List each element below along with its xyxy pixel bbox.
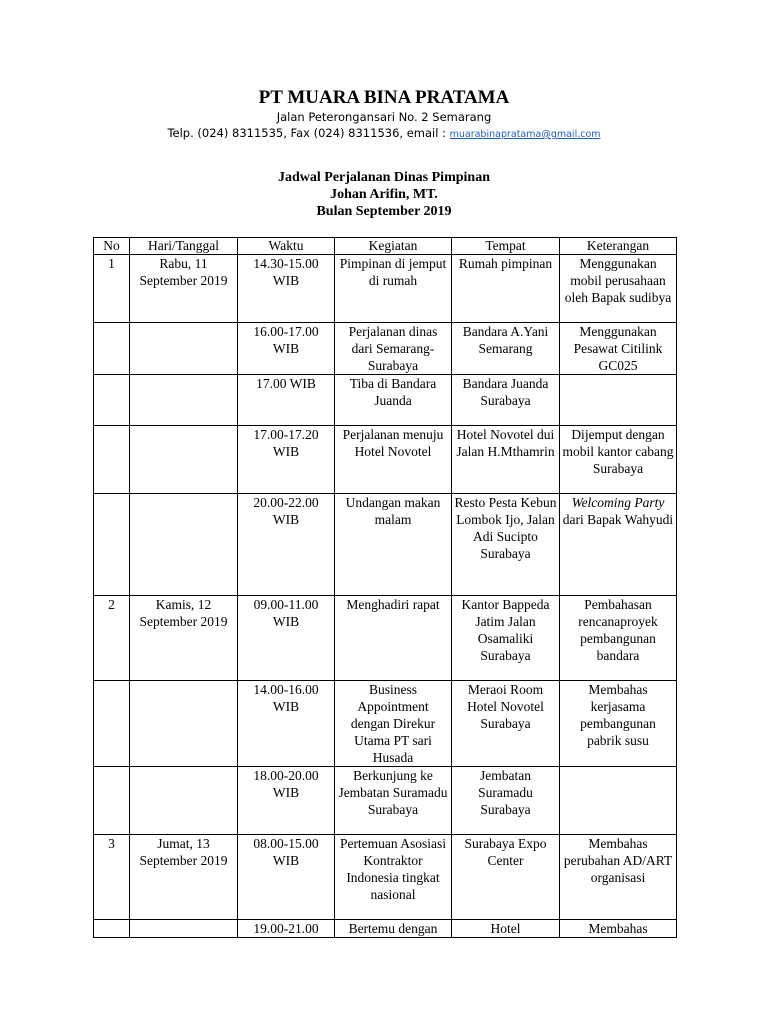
cell-no xyxy=(94,494,130,596)
cell-activity: Berkunjung ke Jembatan Suramadu Surabaya xyxy=(335,767,452,835)
document-period: Bulan September 2019 xyxy=(316,204,452,219)
cell-no xyxy=(94,767,130,835)
email-link[interactable]: muarabinapratama@gmail.com xyxy=(449,129,601,140)
cell-day xyxy=(130,426,238,494)
cell-note xyxy=(560,767,677,835)
cell-day: Rabu, 11 September 2019 xyxy=(130,255,238,323)
cell-day: Kamis, 12 September 2019 xyxy=(130,596,238,681)
cell-place: Jembatan Suramadu Surabaya xyxy=(452,767,560,835)
cell-no xyxy=(94,375,130,426)
cell-time: 08.00-15.00 WIB xyxy=(238,835,335,920)
cell-no: 3 xyxy=(94,835,130,920)
cell-no xyxy=(94,920,130,938)
cell-activity: Pimpinan di jemput di rumah xyxy=(335,255,452,323)
cell-time: 16.00-17.00 WIB xyxy=(238,323,335,375)
document-person: Johan Arifin, MT. xyxy=(330,187,438,202)
company-address: Jalan Peterongansari No. 2 Semarang xyxy=(276,110,492,124)
company-contact xyxy=(0,126,768,140)
cell-time: 17.00 WIB xyxy=(238,375,335,426)
cell-place: Rumah pimpinan xyxy=(452,255,560,323)
cell-activity: Business Appointment dengan Direkur Utama PT sari Husada xyxy=(335,681,452,767)
table-header-row xyxy=(94,238,677,255)
cell-time: 09.00-11.00 WIB xyxy=(238,596,335,681)
cell-no xyxy=(94,426,130,494)
cell-time: 20.00-22.00 WIB xyxy=(238,494,335,596)
cell-note xyxy=(560,375,677,426)
company-name: PT MUARA BINA PRATAMA xyxy=(258,87,510,108)
schedule-table xyxy=(93,237,677,938)
cell-activity: Pertemuan Asosiasi Kontraktor Indonesia tingkat nasional xyxy=(335,835,452,920)
contact-phone-fax: Telp. (024) 8311535, Fax (024) 8311536, email : xyxy=(167,126,450,140)
cell-place: Resto Pesta Kebun Lombok Ijo, Jalan Adi Sucipto Surabaya xyxy=(452,494,560,596)
cell-note: Dijemput dengan mobil kantor cabang Surabaya xyxy=(560,426,677,494)
header-note: Keterangan xyxy=(560,238,677,255)
note-italic-text: Welcoming Party xyxy=(571,495,665,510)
cell-day xyxy=(130,767,238,835)
table-row xyxy=(94,767,677,835)
cell-place: Bandara A.Yani Semarang xyxy=(452,323,560,375)
cell-activity: Undangan makan malam xyxy=(335,494,452,596)
cell-time: 19.00-21.00 xyxy=(238,920,335,938)
cell-activity: Bertemu dengan xyxy=(335,920,452,938)
cell-day xyxy=(130,920,238,938)
cell-note: Membahas kerjasama pembangunan pabrik susu xyxy=(560,681,677,767)
cell-no xyxy=(94,681,130,767)
cell-time: 14.00-16.00 WIB xyxy=(238,681,335,767)
header-activity: Kegiatan xyxy=(335,238,452,255)
cell-day: Jumat, 13 September 2019 xyxy=(130,835,238,920)
cell-place: Kantor Bappeda Jatim Jalan Osamaliki Surabaya xyxy=(452,596,560,681)
cell-activity: Tiba di Bandara Juanda xyxy=(335,375,452,426)
header-time: Waktu xyxy=(238,238,335,255)
cell-place: Meraoi Room Hotel Novotel Surabaya xyxy=(452,681,560,767)
cell-note xyxy=(560,494,677,596)
cell-day xyxy=(130,375,238,426)
cell-no xyxy=(94,323,130,375)
cell-activity: Perjalanan dinas dari Semarang-Surabaya xyxy=(335,323,452,375)
cell-time: 17.00-17.20 WIB xyxy=(238,426,335,494)
table-row xyxy=(94,255,677,323)
cell-note: Menggunakan mobil perusahaan oleh Bapak sudibya xyxy=(560,255,677,323)
cell-time: 18.00-20.00 WIB xyxy=(238,767,335,835)
document-title-block xyxy=(0,169,768,220)
table-row xyxy=(94,323,677,375)
cell-day xyxy=(130,681,238,767)
note-text: dari Bapak Wahyudi xyxy=(562,512,674,527)
cell-place: Hotel xyxy=(452,920,560,938)
table-row xyxy=(94,835,677,920)
header-day: Hari/Tanggal xyxy=(130,238,238,255)
table-row xyxy=(94,920,677,938)
table-row xyxy=(94,426,677,494)
table-row xyxy=(94,494,677,596)
header-no: No xyxy=(94,238,130,255)
cell-no: 1 xyxy=(94,255,130,323)
table-row xyxy=(94,681,677,767)
table-row xyxy=(94,596,677,681)
header-place: Tempat xyxy=(452,238,560,255)
cell-day xyxy=(130,323,238,375)
cell-day xyxy=(130,494,238,596)
cell-place: Surabaya Expo Center xyxy=(452,835,560,920)
document-title: Jadwal Perjalanan Dinas Pimpinan xyxy=(278,170,490,185)
cell-note: Membahas perubahan AD/ART organisasi xyxy=(560,835,677,920)
cell-note: Menggunakan Pesawat Citilink GC025 xyxy=(560,323,677,375)
cell-place: Bandara Juanda Surabaya xyxy=(452,375,560,426)
cell-note: Pembahasan rencanaproyek pembangunan bandara xyxy=(560,596,677,681)
cell-activity: Menghadiri rapat xyxy=(335,596,452,681)
cell-time: 14.30-15.00 WIB xyxy=(238,255,335,323)
cell-place: Hotel Novotel dui Jalan H.Mthamrin xyxy=(452,426,560,494)
cell-no: 2 xyxy=(94,596,130,681)
cell-activity: Perjalanan menuju Hotel Novotel xyxy=(335,426,452,494)
table-row xyxy=(94,375,677,426)
cell-note: Membahas xyxy=(560,920,677,938)
